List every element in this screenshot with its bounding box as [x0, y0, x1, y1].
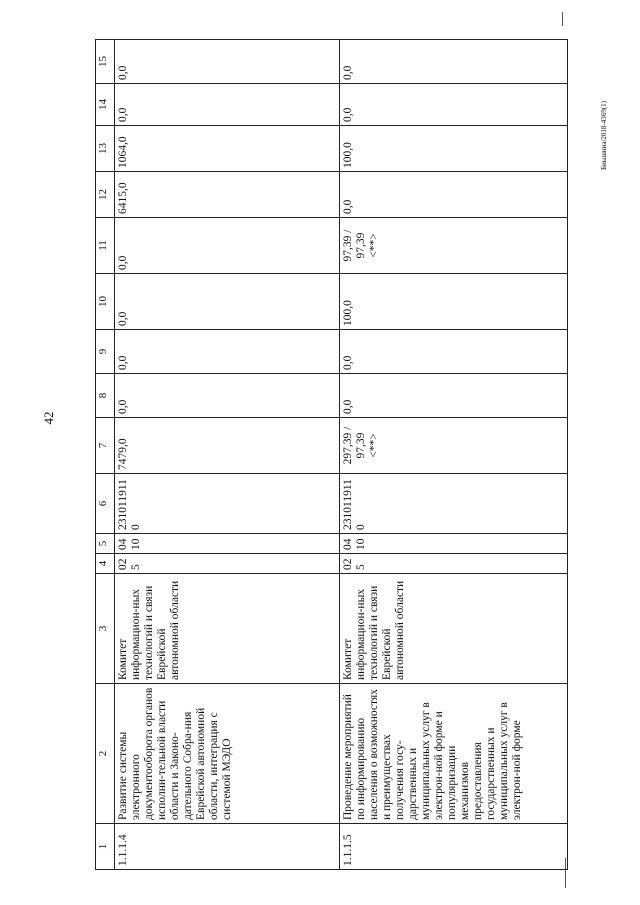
- page-number: 42: [41, 411, 56, 425]
- row-number: 1.1.1.5: [340, 824, 568, 870]
- column-header: 10: [96, 274, 115, 330]
- measure-description: Проведение мероприятий по информированию населения о возможностях и преимуществах получения госу-дарственных и муниципальных услуг в электрон-ной форме и популяризации механизмов предоставления государственных и муниципальных услуг в электрон-ной форме: [340, 684, 568, 824]
- code-grbs: 025: [115, 554, 340, 574]
- executor: Комитет информацион-ных технологий и связи Еврейской автономной области: [340, 574, 568, 684]
- value-cell: 0,0: [340, 84, 568, 126]
- column-header: 6: [96, 474, 115, 534]
- total-amount: 7479,0: [115, 418, 340, 474]
- table-header-row: [96, 40, 115, 870]
- budget-table: [95, 39, 568, 870]
- code-target: 2310119110: [115, 474, 340, 534]
- value-cell: 0,0: [340, 172, 568, 218]
- column-header: 12: [96, 172, 115, 218]
- column-header: 3: [96, 574, 115, 684]
- column-header: 7: [96, 418, 115, 474]
- column-header: 15: [96, 40, 115, 84]
- column-header: 2: [96, 684, 115, 824]
- value-cell: 0,0: [115, 330, 340, 374]
- executor: Комитет информацион-ных технологий и связи Еврейской автономной области: [115, 574, 340, 684]
- margin-mark-top: [562, 12, 563, 26]
- code-section: 0410: [340, 534, 568, 554]
- column-header: 4: [96, 554, 115, 574]
- column-header: 9: [96, 330, 115, 374]
- total-amount: 297,39 / 97,39 <**>: [340, 418, 568, 474]
- code-target: 2310119110: [340, 474, 568, 534]
- column-header: 1: [96, 824, 115, 870]
- column-header: 11: [96, 218, 115, 274]
- value-cell: 100,0: [340, 126, 568, 172]
- rotated-table-container: [95, 40, 568, 870]
- table-row: [340, 40, 568, 870]
- code-section: 0410: [115, 534, 340, 554]
- document-side-note: Биышина/2018-4369(1): [600, 101, 608, 170]
- value-cell: 0,0: [340, 374, 568, 418]
- value-cell: 1064,0: [115, 126, 340, 172]
- value-cell: 6415,0: [115, 172, 340, 218]
- value-cell: 0,0: [115, 274, 340, 330]
- value-cell: 0,0: [340, 40, 568, 84]
- row-number: 1.1.1.4: [115, 824, 340, 870]
- value-cell: 0,0: [115, 218, 340, 274]
- code-grbs: 025: [340, 554, 568, 574]
- value-cell: 97,39 / 97,39 <**>: [340, 218, 568, 274]
- table-row: [115, 40, 340, 870]
- value-cell: 0,0: [340, 330, 568, 374]
- value-cell: 0,0: [115, 84, 340, 126]
- value-cell: 0,0: [115, 40, 340, 84]
- column-header: 14: [96, 84, 115, 126]
- column-header: 13: [96, 126, 115, 172]
- measure-description: Развитие системы электронного документооборота органов исполни-тельной власти области и Законо-дательного Собра-ния Еврейской автономной области, интеграция с системой МЭДО: [115, 684, 340, 824]
- value-cell: 100,0: [340, 274, 568, 330]
- value-cell: 0,0: [115, 374, 340, 418]
- column-header: 8: [96, 374, 115, 418]
- column-header: 5: [96, 534, 115, 554]
